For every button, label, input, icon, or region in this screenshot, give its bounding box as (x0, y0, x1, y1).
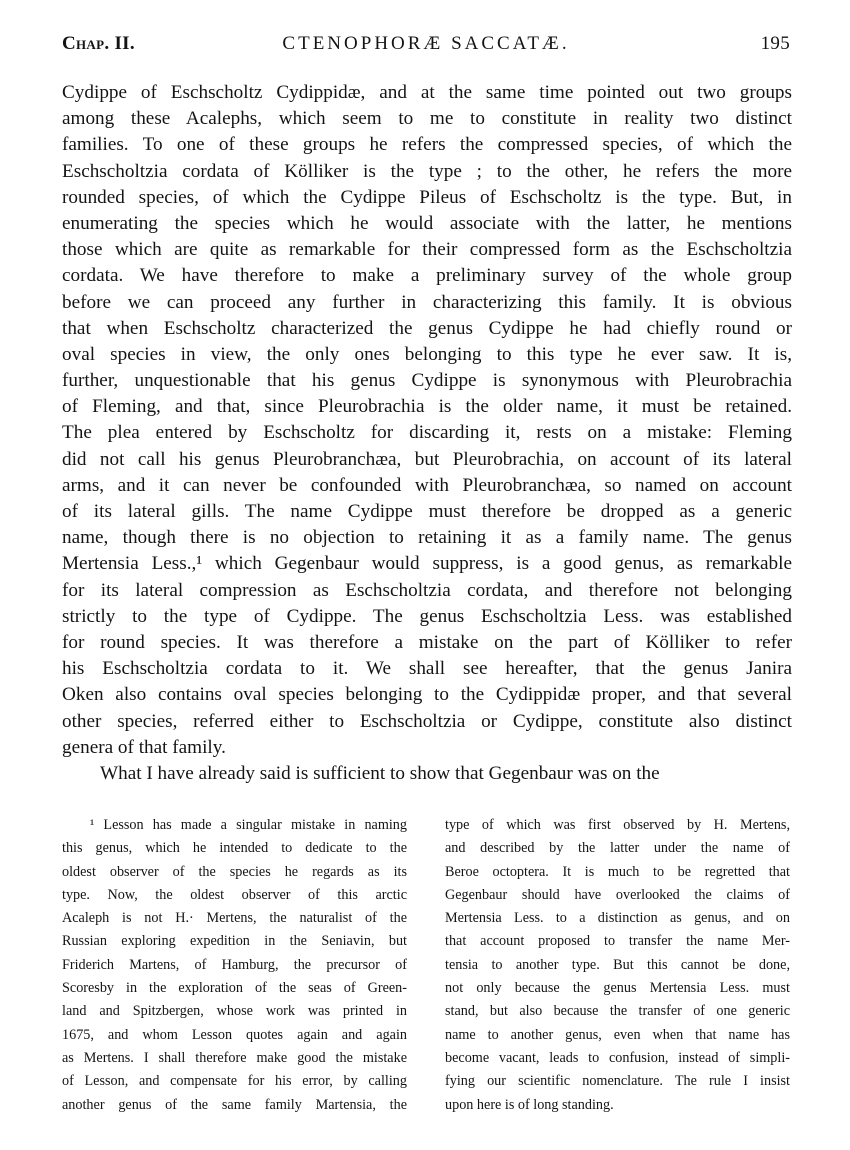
footnote-left-line: this genus, which he intended to dedicate to the (62, 840, 407, 857)
body-lines-line: name, though there is no objection to retaining it as a family name. The genus (62, 527, 792, 549)
footnote-left-line: Acaleph is not H.· Mertens, the naturalist of the (62, 910, 407, 927)
body-lines-line: What I have already said is sufficient to show that Gegenbaur was on the (100, 762, 660, 784)
body-lines-line: those which are quite as remarkable for their compressed form as the Eschscholtzia (62, 239, 792, 261)
footnote-column-left (62, 814, 407, 1117)
footnote-right-line: upon here is of long standing. (445, 1096, 614, 1113)
body-lines-line: that when Eschscholtz characterized the genus Cydippe he had chiefly round or (62, 317, 792, 339)
footnote-left-line: Friderich Martens, of Hamburg, the precursor of (62, 956, 407, 973)
body-lines-line: Eschscholtzia cordata of Kölliker is the type ; to the other, he refers the more (62, 160, 792, 182)
footnote-column-right (445, 814, 790, 1117)
body-lines-line: did not call his genus Pleurobranchæa, but Pleurobrachia, on account of its lateral (62, 448, 792, 470)
footnote-right-line: not only because the genus Mertensia Less. must (445, 980, 790, 997)
body-lines-line: his Eschscholtzia cordata to it. We shall see hereafter, that the genus Janira (62, 658, 792, 680)
footnote-left-line: Scoresby in the exploration of the seas of Green- (62, 980, 407, 997)
footnote-right-line: become vacant, leads to confusion, instead of simpli- (445, 1049, 790, 1066)
footnote-right-line: Beroe octoptera. It is much to be regretted that (445, 863, 790, 880)
footnote-left-line: land and Spitzbergen, whose work was printed in (62, 1003, 407, 1020)
running-title: CTENOPHORÆ SACCATÆ. (282, 33, 570, 54)
body-lines-line: further, unquestionable that his genus Cydippe is synonymous with Pleurobrachia (62, 370, 792, 392)
body-lines-line: of Fleming, and that, since Pleurobrachia is the older name, it must be retained. (62, 396, 792, 418)
body-lines-line: enumerating the species which he would associate with the latter, he mentions (62, 212, 792, 234)
page-number: 195 (760, 33, 790, 54)
footnote-left-line: another genus of the same family Martensia, the (62, 1096, 407, 1113)
body-lines-line: genera of that family. (62, 736, 226, 758)
footnote-right-line: name to another genus, even when that name has (445, 1026, 790, 1043)
body-lines-line: oval species in view, the only ones belonging to this type he ever saw. It is, (62, 343, 792, 365)
body-lines-line: other species, referred either to Eschscholtzia or Cydippe, constitute also distinct (62, 710, 792, 732)
footnote-left-line: type. Now, the oldest observer of this arctic (62, 886, 407, 903)
footnote-right-line: stand, but also because the transfer of one generic (445, 1003, 790, 1020)
footnote-right-line: Gegenbaur should have overlooked the claims of (445, 886, 790, 903)
body-lines-line: before we can proceed any further in characterizing this family. It is obvious (62, 291, 792, 313)
footnote-right-line: Mertensia Less. to a distinction as genus, and on (445, 910, 790, 927)
body-lines-line: Oken also contains oval species belonging to the Cydippidæ proper, and that several (62, 684, 792, 706)
running-header (62, 33, 790, 61)
footnote-right-line: and described by the latter under the name of (445, 840, 790, 857)
body-lines-line: among these Acalephs, which seem to me to constitute in reality two distinct (62, 108, 792, 130)
body-lines-line: The plea entered by Eschscholtz for discarding it, rests on a mistake: Fleming (62, 422, 792, 444)
footnote-right-line: type of which was first observed by H. Mertens, (445, 817, 790, 833)
body-lines-line: strictly to the type of Cydippe. The genus Eschscholtzia Less. was established (62, 605, 792, 627)
footnote-right-line: fying our scientific nomenclature. The rule I insist (445, 1073, 790, 1090)
chapter-label: Chap. II. (62, 33, 135, 54)
main-text (62, 80, 792, 787)
body-lines-line: arms, and it can never be confounded with Pleurobranchæa, so named on account (62, 474, 792, 496)
footnote-left-line: 1675, and whom Lesson quotes again and again (62, 1026, 407, 1043)
footnote-left-line: of Lesson, and compensate for his error, by calling (62, 1073, 407, 1090)
body-lines-line: for its lateral compression as Eschscholtzia cordata, and therefore not belonging (62, 579, 792, 601)
body-lines-line: Cydippe of Eschscholtz Cydippidæ, and at the same time pointed out two groups (62, 82, 792, 103)
footnote-right-line: that account proposed to transfer the name Mer- (445, 933, 790, 950)
footnote-left-line: as Mertens. I shall therefore make good the mistake (62, 1049, 407, 1066)
footnote-right-line: tensia to another type. But this cannot be done, (445, 956, 790, 973)
body-lines-line: families. To one of these groups he refers the compressed species, of which the (62, 134, 792, 156)
footnote-left-line: Russian exploring expedition in the Seniavin, but (62, 933, 407, 950)
footnote-left-line: oldest observer of the species he regards as its (62, 863, 407, 880)
body-lines-line: for round species. It was therefore a mistake on the part of Kölliker to refer (62, 631, 792, 653)
footnote-left-line: ¹ Lesson has made a singular mistake in naming (90, 817, 407, 833)
body-lines-line: cordata. We have therefore to make a preliminary survey of the whole group (62, 265, 792, 287)
body-lines-line: of its lateral gills. The name Cydippe must therefore be dropped as a generic (62, 501, 792, 522)
body-lines-line: Mertensia Less.,¹ which Gegenbaur would suppress, is a good genus, as remarkable (62, 553, 792, 575)
body-lines-line: rounded species, of which the Cydippe Pileus of Eschscholtz is the type. But, in (62, 186, 792, 208)
